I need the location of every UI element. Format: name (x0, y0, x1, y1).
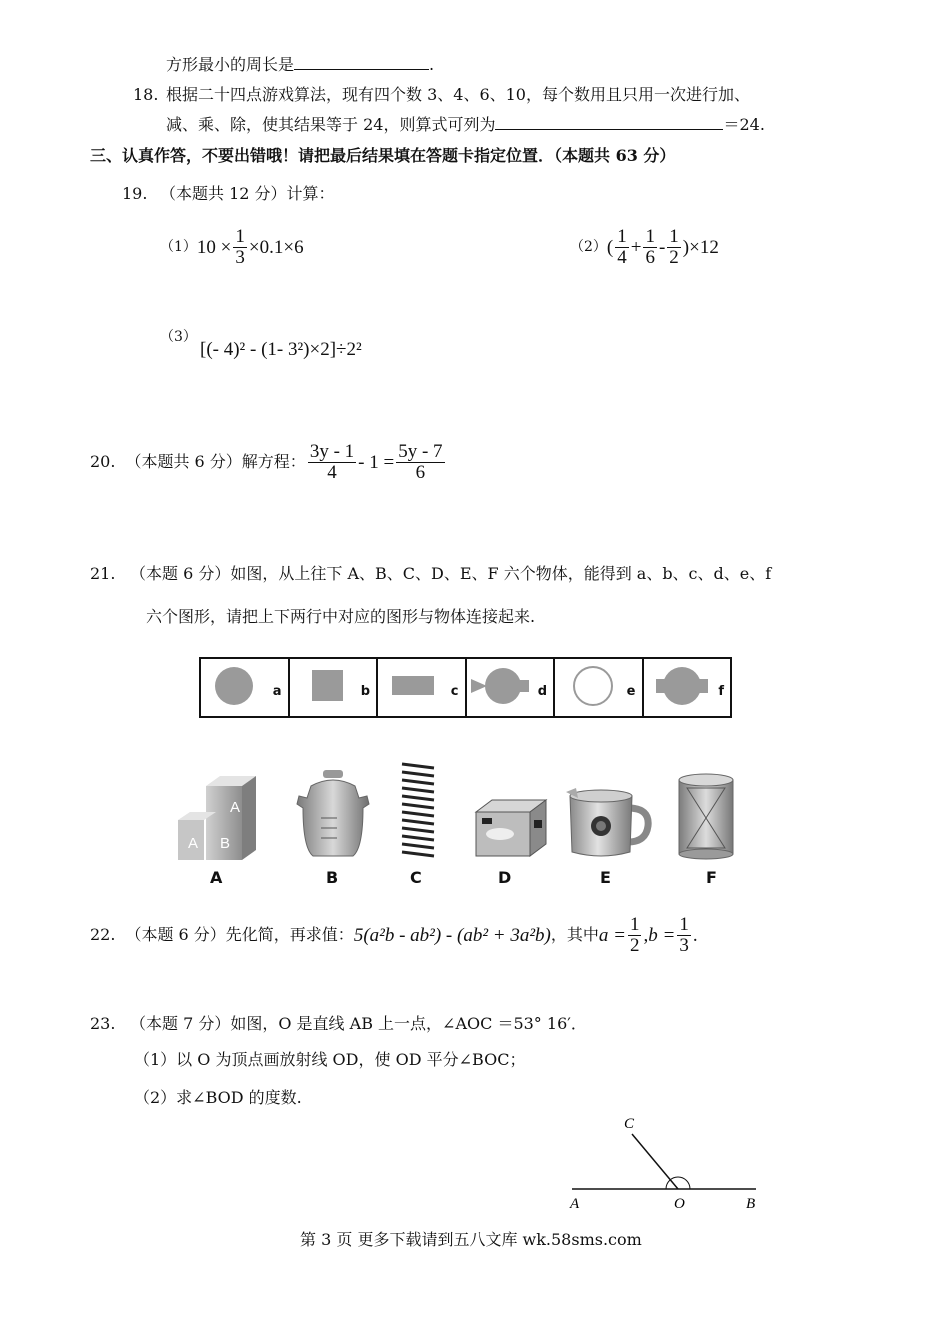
cylinder-vase-icon[interactable] (675, 772, 737, 860)
shape-cell-d[interactable]: d (467, 659, 556, 716)
fraction: $\frac{1}{6}$ (645, 225, 655, 268)
shape-cell-c[interactable]: c (378, 659, 467, 716)
q19-part1: （1） 10 × $\frac{1}{3}$ ×0.1×6 (160, 225, 304, 268)
q23-part1: （1）以 O 为顶点画放射线 OD，使 OD 平分∠BOC； (134, 1050, 526, 1069)
q23-number: 23. (90, 1014, 116, 1033)
ray-OC (632, 1134, 678, 1189)
svg-text:B: B (220, 835, 231, 852)
section-heading: 三、认真作答，不要出错哦！请把最后结果填在答题卡指定位置．（本题共 63 分） (90, 146, 676, 165)
shape-cell-b[interactable]: b (290, 659, 379, 716)
fraction: $\frac{1}{3}$ (235, 225, 245, 268)
q19-intro: （本题共 12 分）计算： (160, 184, 335, 203)
q21-line2: 六个图形，请把上下两行中对应的图形与物体连接起来. (146, 607, 536, 626)
label-A: A (570, 1196, 580, 1212)
object-label-E: E (600, 868, 611, 887)
object-label-B: B (326, 868, 339, 887)
q21-number: 21. (90, 564, 116, 583)
answer-blank[interactable] (495, 115, 723, 130)
object-label-D: D (498, 868, 512, 887)
shape-strip (199, 657, 732, 718)
q23-intro: （本题 7 分）如图，O 是直线 AB 上一点，∠AOC ＝53° 16′． (130, 1014, 587, 1033)
q23-part2: （2）求∠BOD 的度数. (134, 1088, 302, 1107)
q21-line1: （本题 6 分）如图，从上往下 A、B、C、D、E、F 六个物体，能得到 a、b、c、d、e、f (130, 564, 772, 583)
object-label-C: C (410, 868, 422, 887)
page-footer: 第 3 页 更多下载请到五八文库 wk.58sms.com (300, 1230, 642, 1249)
q19-part2: （2） ( $\frac{1}{4}$ + $\frac{1}{6}$ - $\frac{1}{2}$ )×12 (570, 225, 719, 268)
object-label-F: F (706, 868, 717, 887)
fraction: $\frac{1}{3}$ (679, 913, 689, 956)
spring-coil-icon[interactable] (398, 760, 438, 860)
shape-cell-f[interactable]: f (644, 659, 731, 716)
q18-number: 18. (133, 85, 159, 104)
label-O: O (674, 1196, 685, 1212)
q19-number: 19. (122, 184, 148, 203)
object-label-A: A (210, 868, 223, 887)
q22: 22. （本题 6 分）先化简，再求值： 5(a²b - ab²) - (ab² + 3a²b) ，其中 a = $\frac{1}{2}$ , b = $\frac{1}{3}$ . (90, 913, 698, 956)
label-B: B (746, 1196, 756, 1212)
fraction: $\frac{1}{2}$ (629, 913, 640, 956)
mug-cup-icon[interactable] (566, 786, 652, 860)
fraction: $\frac{5y - 7}{6}$ (398, 440, 443, 483)
q20: 20. （本题共 6 分）解方程： $\frac{3y - 1}{4}$ - 1 = $\frac{5y - 7}{6}$ (90, 440, 443, 483)
q18-line1: 根据二十四点游戏算法，现有四个数 3、4、6、10，每个数用且只用一次进行加、 (166, 85, 750, 104)
svg-text:A: A (230, 799, 241, 816)
svg-text:A: A (188, 835, 199, 852)
answer-blank[interactable] (294, 55, 429, 70)
fraction: $\frac{3y - 1}{4}$ (309, 440, 355, 483)
shape-cell-a[interactable]: a (201, 659, 290, 716)
fraction: $\frac{1}{2}$ (669, 225, 679, 268)
stacked-blocks-icon[interactable] (176, 772, 260, 860)
q17-tail: 方形最小的周长是 . (166, 55, 435, 74)
label-C: C (624, 1116, 635, 1132)
fraction: $\frac{1}{4}$ (617, 225, 627, 268)
q19-part3-expr: [(- 4)² - (1- 3²)×2]÷2² (200, 339, 362, 360)
box-package-icon[interactable] (472, 796, 548, 860)
shape-cell-e[interactable]: e (555, 659, 644, 716)
q18-line2: 减、乘、除，使其结果等于 24，则算式可列为 ＝24. (166, 115, 765, 134)
jar-kettle-icon[interactable] (293, 768, 373, 860)
mug-top-shape-icon (644, 659, 730, 712)
q19-part3-label: （3） (160, 329, 197, 345)
angle-diagram (556, 1104, 796, 1220)
